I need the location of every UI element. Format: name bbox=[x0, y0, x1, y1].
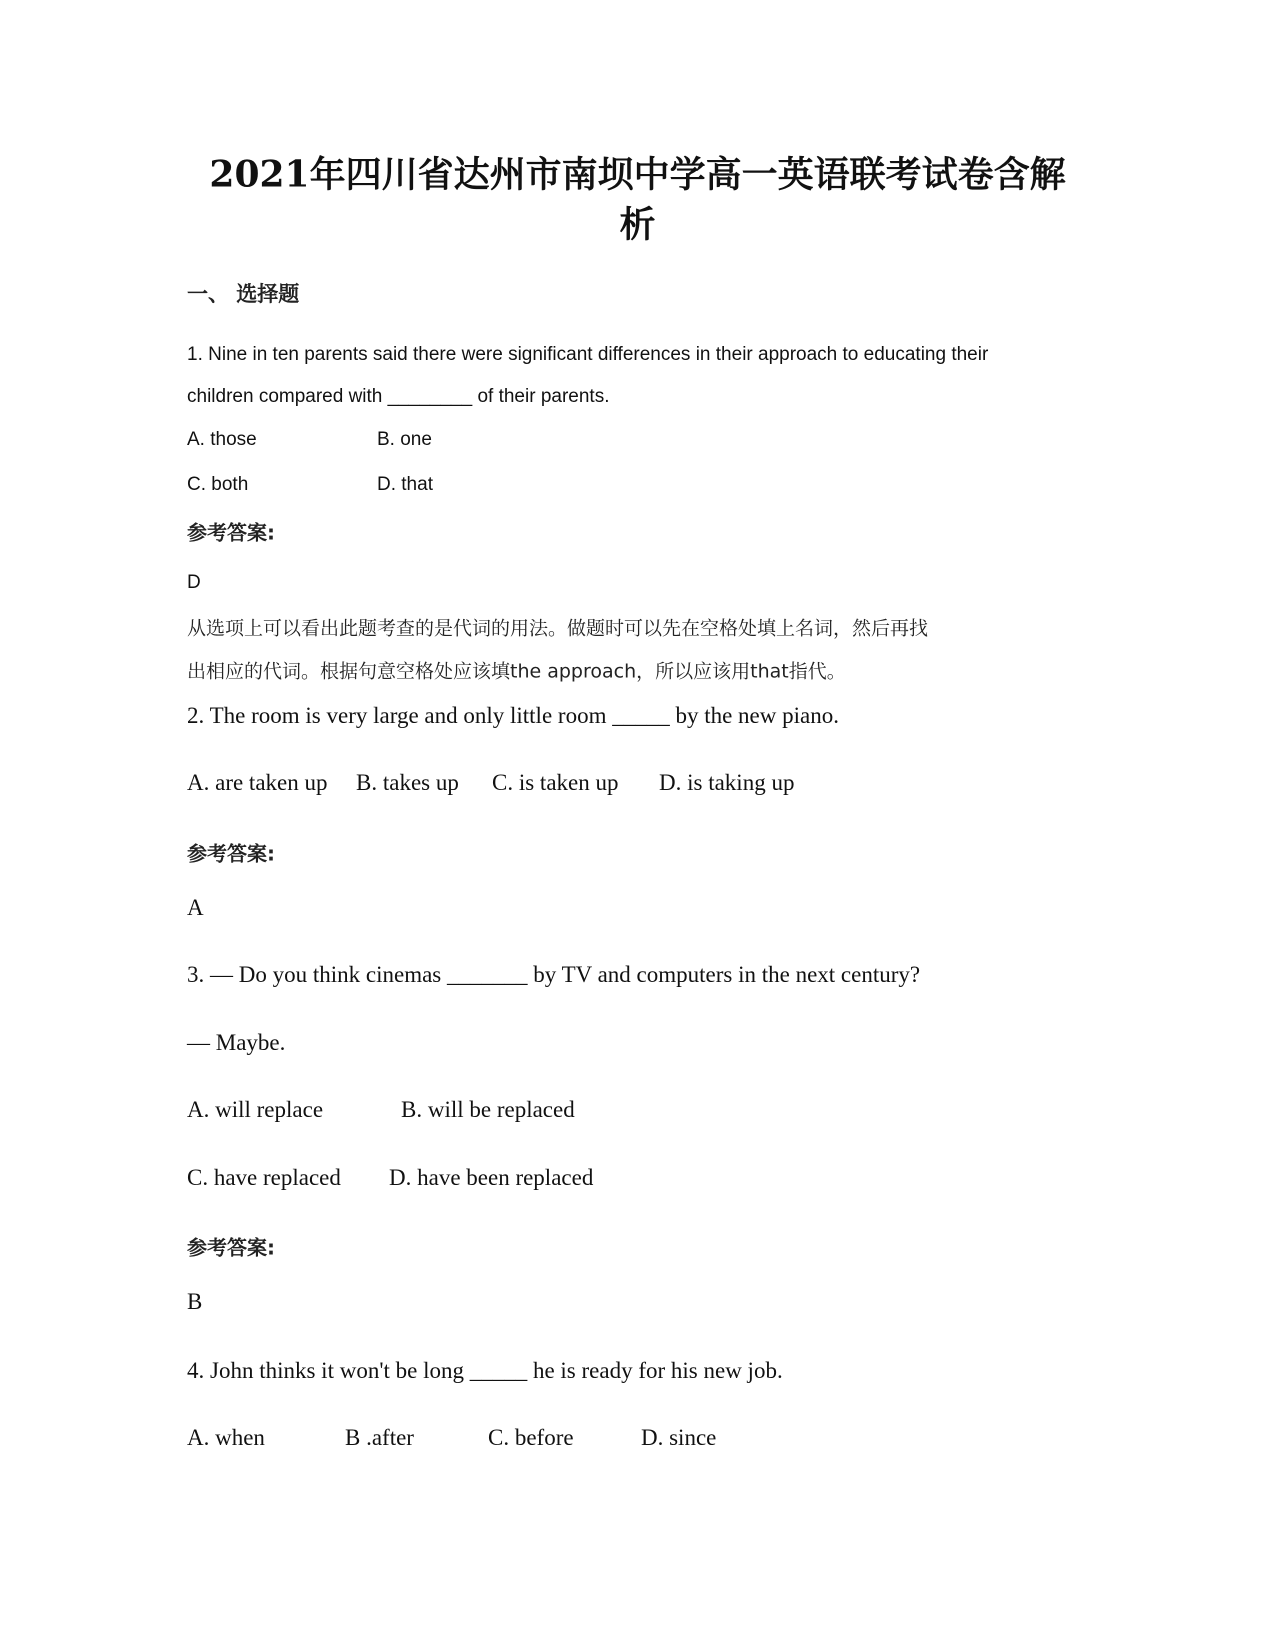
q1-option-d: D. that bbox=[377, 474, 433, 495]
q2-option-b: B. takes up bbox=[356, 770, 459, 795]
q4-option-b: B .after bbox=[345, 1425, 414, 1450]
q1-answer: D bbox=[187, 572, 201, 593]
q4-option-a: A. when bbox=[187, 1425, 265, 1450]
q3-reply: — Maybe. bbox=[187, 1030, 286, 1055]
q1-explanation-line1: 从选项上可以看出此题考查的是代词的用法。做题时可以先在空格处填上名词，然后再找 bbox=[187, 617, 929, 640]
q1-explanation-line2: 出相应的代词。根据句意空格处应该填the approach，所以应该用that指代。 bbox=[187, 660, 846, 683]
section-heading: 一、 选择题 bbox=[187, 282, 300, 306]
q3-stem: 3. — Do you think cinemas _______ by TV and computers in the next century? bbox=[187, 962, 921, 987]
title-line-2: 析 bbox=[619, 203, 656, 246]
q3-answer: B bbox=[187, 1289, 203, 1314]
q2-option-d: D. is taking up bbox=[659, 770, 795, 795]
q3-option-c: C. have replaced bbox=[187, 1165, 341, 1190]
q3-answer-label: 参考答案: bbox=[187, 1235, 275, 1260]
q1-option-a: A. those bbox=[187, 429, 257, 450]
q2-stem: 2. The room is very large and only little room _____ by the new piano. bbox=[187, 703, 839, 728]
q1-option-b: B. one bbox=[377, 429, 432, 450]
q1-answer-label: 参考答案: bbox=[187, 520, 275, 545]
q4-option-d: D. since bbox=[641, 1425, 717, 1450]
q2-answer: A bbox=[187, 895, 204, 920]
q2-option-c: C. is taken up bbox=[492, 770, 619, 795]
q1-stem-line2: children compared with ________ of their parents. bbox=[187, 386, 610, 407]
q1-stem-line1: 1. Nine in ten parents said there were significant differences in their approach to educating their bbox=[187, 344, 989, 365]
q2-answer-label: 参考答案: bbox=[187, 841, 275, 866]
q4-stem: 4. John thinks it won't be long _____ he is ready for his new job. bbox=[187, 1358, 783, 1383]
q3-option-d: D. have been replaced bbox=[389, 1165, 594, 1190]
q3-option-a: A. will replace bbox=[187, 1097, 324, 1122]
q3-option-b: B. will be replaced bbox=[401, 1097, 575, 1122]
q4-option-c: C. before bbox=[488, 1425, 574, 1450]
q2-option-a: A. are taken up bbox=[187, 770, 328, 795]
q1-option-c: C. both bbox=[187, 474, 249, 495]
title-line-1: 2021年四川省达州市南坝中学高一英语联考试卷含解 bbox=[209, 153, 1066, 196]
